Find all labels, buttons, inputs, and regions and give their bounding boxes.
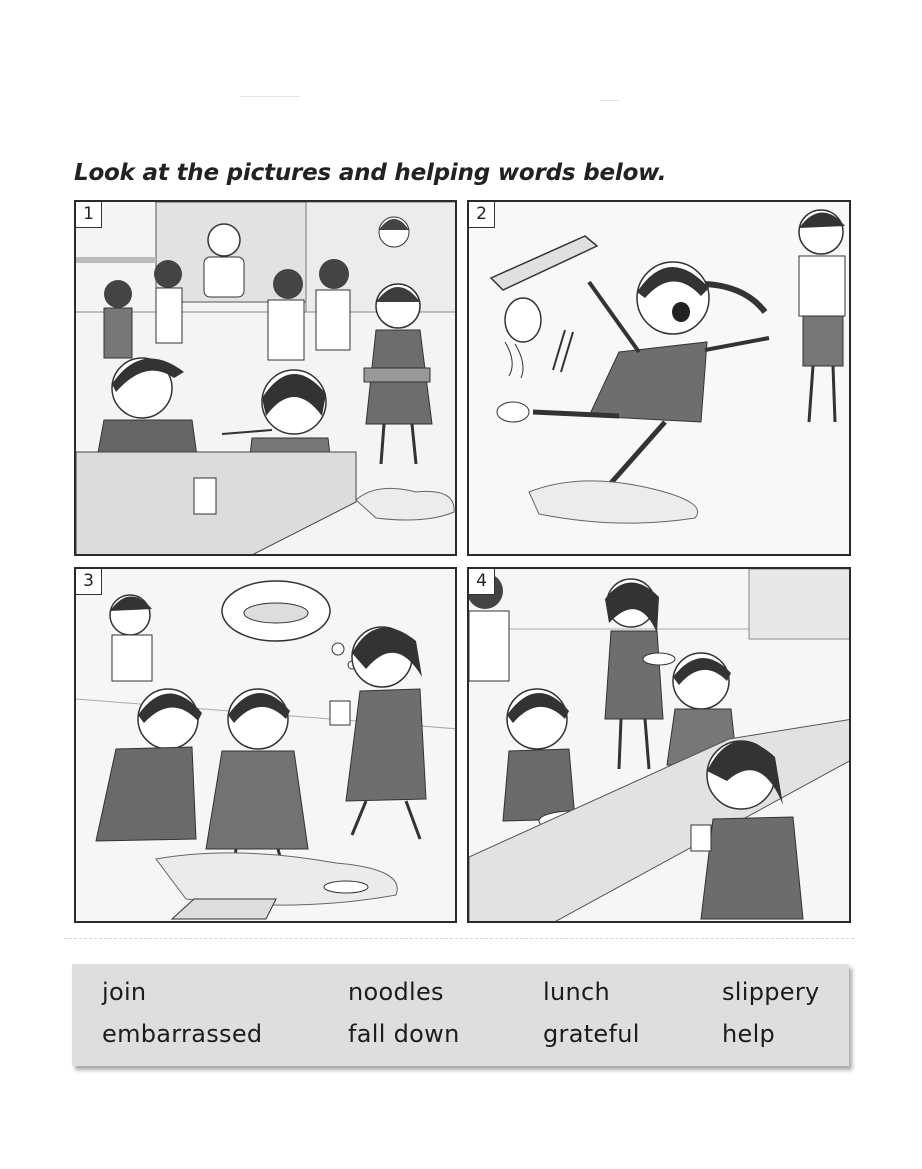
helping-word-grateful: grateful [543, 1020, 640, 1048]
helping-word-join: join [102, 978, 147, 1006]
helping-word-slippery: slippery [722, 978, 820, 1006]
helping-word-help: help [722, 1020, 776, 1048]
picture-panel-1 [74, 200, 457, 556]
section-divider [64, 938, 854, 939]
picture-panel-3 [74, 567, 457, 923]
instruction-heading: Look at the pictures and helping words below. [74, 160, 667, 186]
canteen-scene-illustration [76, 202, 457, 556]
helping-word-embarrassed: embarrassed [102, 1020, 263, 1048]
helping-word-lunch: lunch [543, 978, 610, 1006]
faint-mark [240, 96, 300, 97]
helping-words-box [72, 964, 849, 1066]
faint-mark [600, 100, 620, 101]
picture-panel-4 [467, 567, 851, 923]
panel-number: 2 [469, 202, 495, 228]
helping-word-noodles: noodles [348, 978, 444, 1006]
helping-word-fall-down: fall down [348, 1020, 460, 1048]
helping-scene-illustration [76, 569, 457, 923]
panel-number: 1 [76, 202, 102, 228]
picture-panel-2 [467, 200, 851, 556]
slip-scene-illustration [469, 202, 851, 556]
panel-number: 3 [76, 569, 102, 595]
panel-number: 4 [469, 569, 495, 595]
lunch-together-illustration [469, 569, 851, 923]
